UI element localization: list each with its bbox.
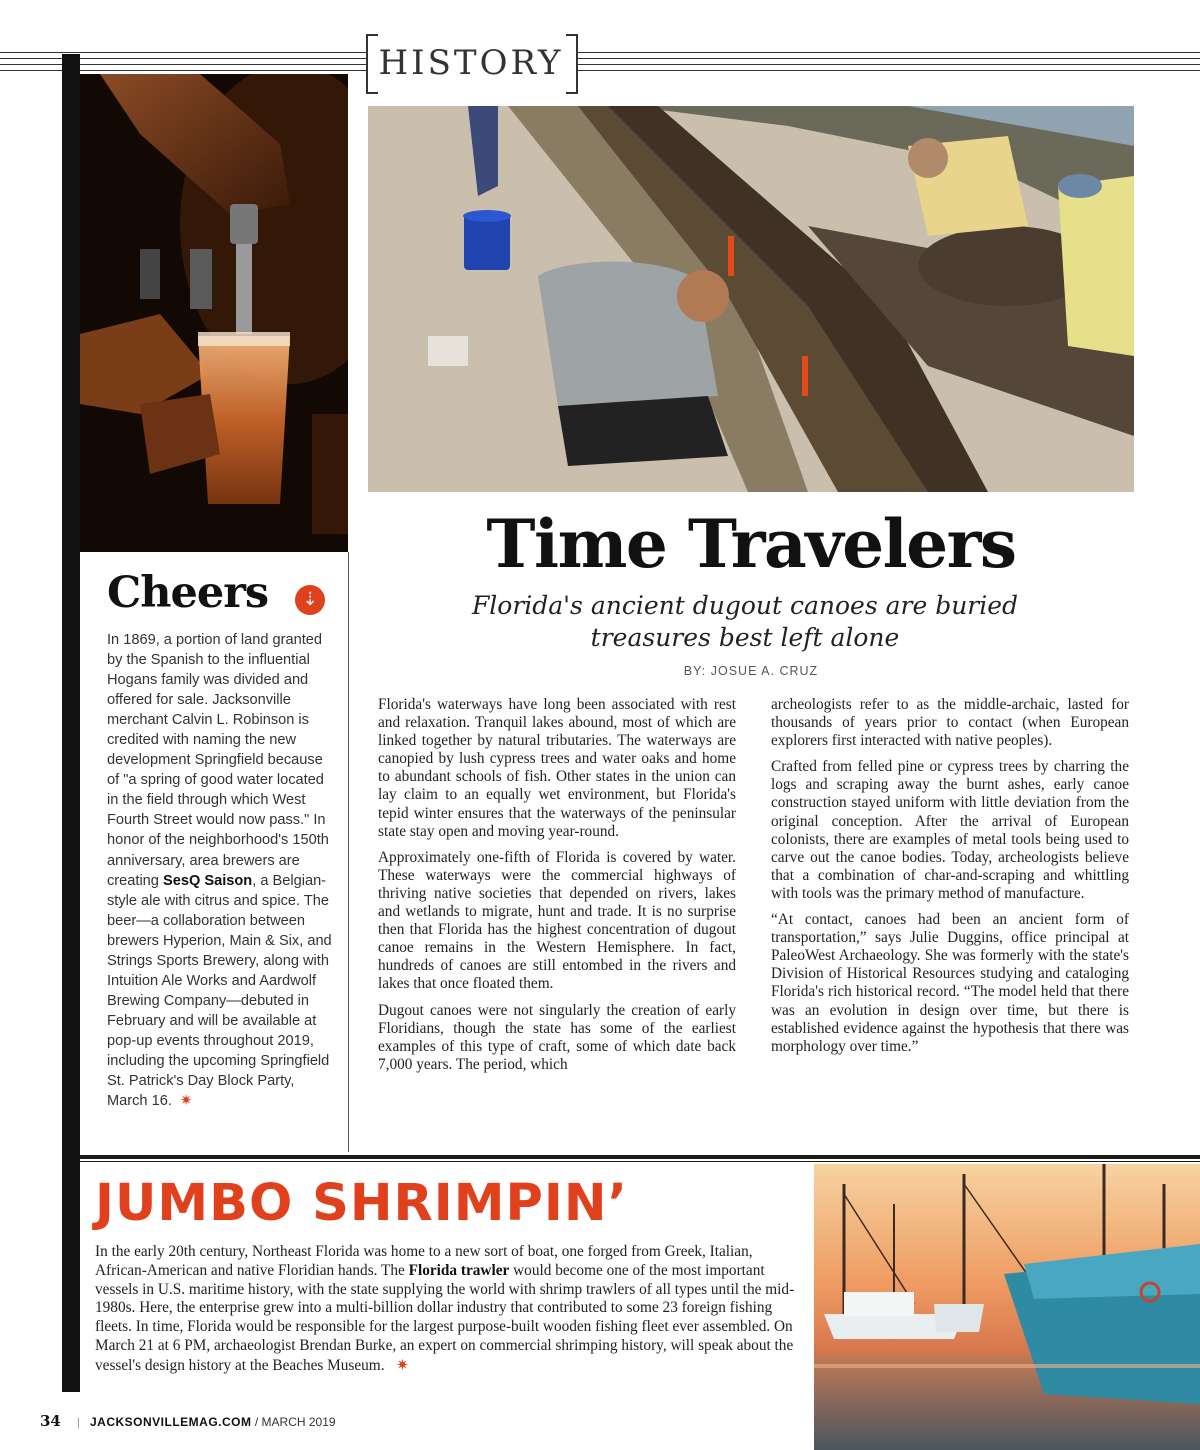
sidebar-body-bold: SesQ Saison: [162, 872, 253, 889]
article-paragraph: Florida's waterways have long been associated with rest and relaxation. Tranquil lakes abound, most of which are linked together by natural tributaries. The waterways are canopied by lush cypress trees and water oaks and home to abundant schools of fish. Other states in the union can lay claim to an equally wet environment, but Florida's tepid winter ensures that the waterways of the peninsular state stay open and moving year-round.: [378, 696, 736, 840]
footer-separator: |: [76, 1415, 80, 1429]
header-rule: [0, 52, 366, 53]
shrimp-headline: JUMBO SHRIMPIN’: [95, 1174, 628, 1233]
end-star-icon: ✷: [396, 1355, 409, 1374]
sidebar-body: [107, 630, 339, 1111]
down-arrow-circle-icon: ⇣: [295, 585, 325, 615]
header-rule: [576, 70, 1200, 71]
blue-bucket: [464, 214, 510, 270]
sidebar-divider: [348, 552, 349, 1152]
article-paragraph: Dugout canoes were not singularly the creation of early Floridians, though the state has some of the earliest examples of this type of craft, some of which date back 7,000 years. The period, which: [378, 1001, 736, 1073]
article-paragraph: archeologists refer to as the middle-archaic, lasted for thousands of years prior to contact (when European explorers first interacted with native peoples).: [771, 696, 1129, 750]
shrimp-body: [95, 1243, 801, 1376]
footer-issue: / MARCH 2019: [254, 1415, 336, 1429]
shrimp-body-text: In the early 20th century, Northeast Florida was home to a new sort of boat, one forged from Greek, Italian, African-American and native Floridian hands. The: [95, 1243, 753, 1279]
footer-website: JACKSONVILLEMAG.COM: [90, 1415, 252, 1429]
section-label: HISTORY: [378, 43, 564, 83]
header-rule: [576, 58, 1200, 59]
left-accent-bar: [62, 54, 80, 1392]
shrimp-body-text-end: would become one of the most important vessels in U.S. maritime history, with the state supplying the world with shrimp trawlers of all types until the mid-1980s. Here, the enterprise grew into a multi-billion dollar industry that contributed to some 23 foreign fishing fleets. In time, Florida would be responsible for the largest purpose-built wooden fishing fleet ever assembled. On March 21 at 6 PM, archaeologist Brendan Burke, an expert on commercial shrimping history, will speak about the vessel's design history at the Beaches Museum.: [95, 1261, 795, 1374]
header-rule: [576, 64, 1200, 65]
end-star-icon: ✷: [180, 1092, 193, 1110]
beer-tap-illustration: [80, 74, 348, 552]
page-number: 34: [40, 1412, 61, 1430]
header-rule: [0, 64, 366, 65]
shrimp-boats-photo: [814, 1164, 1200, 1450]
article-paragraph: Approximately one-fifth of Florida is covered by water. These waterways were the commercial highways of thriving native societies that depended on rivers, lakes and wetlands to migrate, hunt and trade. It is no surprise then that Florida has the highest concentration of dugout canoe remains in the Western Hemisphere. In fact, hundreds of canoes are still entombed in the rivers and lakes that once floated them.: [378, 848, 736, 993]
page-footer: [40, 1412, 336, 1430]
canoe-excavation-photo: [368, 106, 1134, 492]
article-paragraph: “At contact, canoes had been an ancient form of transportation,” says Julie Duggins, office principal at PaleoWest Archaeology. She was formerly with the state's Division of Historical Resources studying and cataloging Florida's rich historical record. “The model held that there was an evolution in design over time, but there is established evidence against the hypothesis that there was morphology over time.”: [771, 911, 1129, 1055]
canoe-excavation-illustration: [368, 106, 1134, 492]
article-headline: Time Travelers: [486, 505, 1016, 583]
shrimp-boats-illustration: [814, 1164, 1200, 1450]
sidebar-body-text-end: , a Belgian-style ale with citrus and spice. The beer—a collaboration between brewers Hyperion, Main & Six, and Strings Sports Brewery, along with Intuition Ale Works and Aardwolf Brewing Company—debuted in February and will be available at pop-up events throughout 2019, including the upcoming Springfield St. Patrick's Day Block Party, March 16.: [107, 872, 332, 1110]
article-byline: BY: JOSUE A. CRUZ: [683, 664, 819, 678]
article-deck: Florida's ancient dugout canoes are buried treasures best left alone: [471, 591, 1019, 652]
article-paragraph: Crafted from felled pine or cypress trees by charring the logs and scraping away the burnt ashes, early canoe construction stayed uniform with little deviation from the original conception. After the arrival of European colonists, there are examples of metal tools being used to carve out the canoe bodies. Today, archeologists believe that a combination of char-and-scraping and whittling with tools was the primary method of manufacture.: [771, 758, 1129, 902]
shrimp-body-bold: Florida trawler: [408, 1261, 510, 1279]
article-column-2: [771, 696, 1129, 1064]
article-column-1: [378, 696, 736, 1082]
sidebar-body-text: In 1869, a portion of land granted by the Spanish to the influential Hogans family was divided and offered for sale. Jacksonville merchant Calvin L. Robinson is credited with naming the new development Springfield because of "a spring of good water located in the field through which West Fourth Street would now pass." In honor of the neighborhood's 150th anniversary, area brewers are creating: [107, 632, 329, 889]
header-rule: [0, 70, 366, 71]
beer-tap-photo: [80, 74, 348, 552]
header-rule: [576, 52, 1200, 53]
sidebar-title: Cheers: [107, 568, 269, 618]
section-divider: [80, 1155, 1200, 1159]
header-rule: [0, 58, 366, 59]
section-divider-thin: [80, 1161, 1200, 1162]
